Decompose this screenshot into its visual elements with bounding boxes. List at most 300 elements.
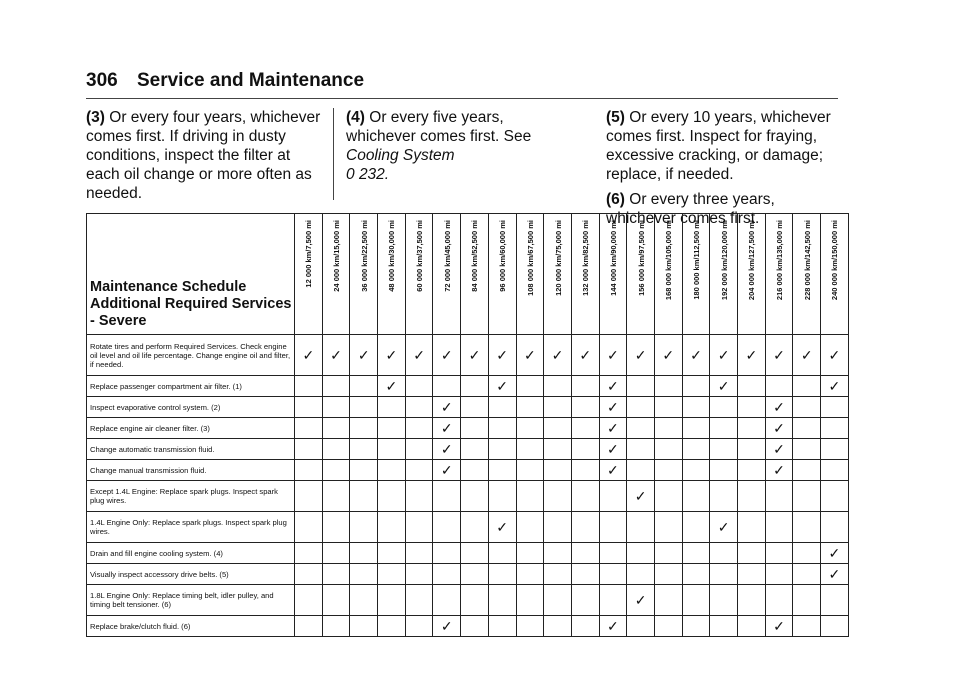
check-cell <box>488 543 516 564</box>
check-cell <box>821 564 849 585</box>
checkmark-icon: ✓ <box>385 347 398 363</box>
check-cell <box>350 585 378 616</box>
check-cell <box>378 418 406 439</box>
check-cell <box>571 335 599 376</box>
service-description: Inspect evaporative control system. (2) <box>87 397 295 418</box>
check-cell <box>765 439 793 460</box>
check-cell <box>295 616 323 637</box>
interval-header <box>378 214 406 335</box>
check-cell <box>378 616 406 637</box>
interval-label: 228 000 km/142,500 mi <box>802 220 812 301</box>
check-cell <box>738 585 766 616</box>
check-cell <box>322 616 350 637</box>
interval-header <box>405 214 433 335</box>
check-cell <box>322 585 350 616</box>
check-cell <box>295 543 323 564</box>
interval-label: 48 000 km/30,000 mi <box>387 220 397 292</box>
check-cell <box>738 397 766 418</box>
checkmark-icon: ✓ <box>828 347 841 363</box>
checkmark-icon: ✓ <box>607 399 619 415</box>
check-cell <box>378 512 406 543</box>
check-cell <box>821 397 849 418</box>
table-title: Maintenance Schedule Additional Required Services - Severe <box>87 214 295 335</box>
checkmark-icon: ✓ <box>634 347 647 363</box>
check-cell <box>599 439 627 460</box>
check-cell <box>571 543 599 564</box>
checkmark-icon: ✓ <box>717 519 730 535</box>
footnote-key: (5) <box>606 109 625 126</box>
checkmark-icon: ✓ <box>828 378 841 394</box>
check-cell <box>599 564 627 585</box>
check-cell <box>821 439 849 460</box>
interval-header <box>682 214 710 335</box>
interval-header <box>599 214 627 335</box>
checkmark-icon: ✓ <box>634 488 647 504</box>
cross-reference-page[interactable]: 232. <box>358 166 390 183</box>
check-cell <box>821 418 849 439</box>
check-cell <box>405 512 433 543</box>
check-cell <box>821 543 849 564</box>
checkmark-icon: ✓ <box>440 462 453 478</box>
interval-label: 168 000 km/105,000 mi <box>664 220 674 301</box>
check-cell <box>738 543 766 564</box>
footnote-text: Or every five years, whichever comes first. See <box>346 109 532 145</box>
check-cell <box>433 439 461 460</box>
interval-label: 36 000 km/22,500 mi <box>359 220 369 292</box>
check-cell <box>461 512 489 543</box>
check-cell <box>433 460 461 481</box>
check-cell <box>710 481 738 512</box>
check-cell <box>682 512 710 543</box>
service-rows <box>87 335 849 637</box>
check-cell <box>821 616 849 637</box>
check-cell <box>627 376 655 397</box>
interval-label: 216 000 km/135,000 mi <box>775 220 785 301</box>
check-cell <box>433 564 461 585</box>
checkmark-icon: ✓ <box>607 441 619 457</box>
check-cell <box>765 418 793 439</box>
check-cell <box>350 418 378 439</box>
check-cell <box>821 512 849 543</box>
interval-label: 108 000 km/67,500 mi <box>525 220 535 296</box>
interval-header-row <box>87 214 849 335</box>
check-cell <box>488 376 516 397</box>
check-cell <box>378 564 406 585</box>
maintenance-schedule-table <box>86 213 849 637</box>
check-cell <box>488 439 516 460</box>
check-cell <box>544 512 572 543</box>
interval-header <box>488 214 516 335</box>
check-cell <box>710 418 738 439</box>
check-cell <box>738 512 766 543</box>
checkmark-icon: ✓ <box>440 347 453 363</box>
check-cell <box>378 376 406 397</box>
check-cell <box>627 397 655 418</box>
check-cell <box>544 418 572 439</box>
interval-label: 204 000 km/127,500 mi <box>747 220 757 301</box>
check-cell <box>544 397 572 418</box>
check-cell <box>738 418 766 439</box>
check-cell <box>627 585 655 616</box>
check-cell <box>433 585 461 616</box>
checkmark-icon: ✓ <box>634 592 647 608</box>
checkmark-icon: ✓ <box>579 347 592 363</box>
check-cell <box>405 439 433 460</box>
service-description: Except 1.4L Engine: Replace spark plugs. Inspect spark plug wires. <box>87 481 295 512</box>
check-cell <box>793 460 821 481</box>
interval-label: 192 000 km/120,000 mi <box>719 220 729 301</box>
check-cell <box>322 439 350 460</box>
interval-header <box>516 214 544 335</box>
check-cell <box>405 616 433 637</box>
check-cell <box>433 543 461 564</box>
checkmark-icon: ✓ <box>440 399 453 415</box>
check-cell <box>516 439 544 460</box>
checkmark-icon: ✓ <box>717 347 730 363</box>
check-cell <box>295 439 323 460</box>
interval-header <box>627 214 655 335</box>
check-cell <box>322 460 350 481</box>
checkmark-icon: ✓ <box>773 618 785 634</box>
table-row <box>87 616 849 637</box>
checkmark-icon: ✓ <box>440 618 453 634</box>
check-cell <box>765 481 793 512</box>
interval-label: 24 000 km/15,000 mi <box>332 220 342 292</box>
interval-header <box>571 214 599 335</box>
check-cell <box>433 418 461 439</box>
check-cell <box>627 543 655 564</box>
check-cell <box>599 481 627 512</box>
check-cell <box>516 460 544 481</box>
checkmark-icon: ✓ <box>496 347 509 363</box>
check-cell <box>710 543 738 564</box>
interval-label: 132 000 km/82,500 mi <box>581 220 591 296</box>
check-cell <box>544 543 572 564</box>
interval-header <box>793 214 821 335</box>
check-cell <box>544 335 572 376</box>
checkmark-icon: ✓ <box>773 462 785 478</box>
cross-reference-link[interactable]: Cooling System <box>346 147 455 164</box>
check-cell <box>765 376 793 397</box>
interval-header <box>821 214 849 335</box>
check-cell <box>544 481 572 512</box>
check-cell <box>322 512 350 543</box>
check-cell <box>765 512 793 543</box>
footnote-3 <box>86 108 321 203</box>
check-cell <box>378 585 406 616</box>
checkmark-icon: ✓ <box>773 399 785 415</box>
check-cell <box>738 335 766 376</box>
checkmark-icon: ✓ <box>828 545 841 561</box>
interval-label: 180 000 km/112,500 mi <box>691 220 701 300</box>
checkmark-icon: ✓ <box>607 420 619 436</box>
check-cell <box>571 460 599 481</box>
check-cell <box>488 512 516 543</box>
check-cell <box>295 335 323 376</box>
check-cell <box>682 616 710 637</box>
check-cell <box>682 376 710 397</box>
check-cell <box>350 439 378 460</box>
check-cell <box>599 585 627 616</box>
check-cell <box>350 564 378 585</box>
table-row <box>87 543 849 564</box>
check-cell <box>488 616 516 637</box>
footnote-key: (6) <box>606 191 625 208</box>
check-cell <box>378 460 406 481</box>
checkmark-icon: ✓ <box>357 347 370 363</box>
check-cell <box>793 585 821 616</box>
check-cell <box>433 481 461 512</box>
table-row <box>87 564 849 585</box>
check-cell <box>516 397 544 418</box>
check-cell <box>710 616 738 637</box>
check-cell <box>765 585 793 616</box>
check-cell <box>571 585 599 616</box>
service-description: 1.8L Engine Only: Replace timing belt, idler pulley, and timing belt tensioner. (6) <box>87 585 295 616</box>
check-cell <box>765 616 793 637</box>
check-cell <box>654 460 682 481</box>
check-cell <box>433 512 461 543</box>
check-cell <box>682 335 710 376</box>
check-cell <box>793 335 821 376</box>
check-cell <box>765 335 793 376</box>
service-description: Change manual transmission fluid. <box>87 460 295 481</box>
check-cell <box>350 543 378 564</box>
check-cell <box>295 376 323 397</box>
footnote-text: Or every 10 years, whichever comes first. Inspect for fraying, excessive cracking, or damage; replace, if needed. <box>606 109 831 183</box>
check-cell <box>571 397 599 418</box>
interval-header <box>738 214 766 335</box>
check-cell <box>571 512 599 543</box>
check-cell <box>544 376 572 397</box>
check-cell <box>627 616 655 637</box>
interval-label: 72 000 km/45,000 mi <box>442 220 452 292</box>
check-cell <box>682 481 710 512</box>
check-cell <box>682 460 710 481</box>
check-cell <box>793 564 821 585</box>
table-row <box>87 585 849 616</box>
check-cell <box>710 460 738 481</box>
check-cell <box>488 585 516 616</box>
interval-label: 96 000 km/60,000 mi <box>498 220 508 292</box>
check-cell <box>322 376 350 397</box>
interval-label: 156 000 km/97,500 mi <box>636 220 646 296</box>
check-cell <box>516 564 544 585</box>
interval-header <box>654 214 682 335</box>
checkmark-icon: ✓ <box>607 347 619 363</box>
table-row <box>87 481 849 512</box>
check-cell <box>571 616 599 637</box>
check-cell <box>461 460 489 481</box>
check-cell <box>295 418 323 439</box>
service-description: Drain and fill engine cooling system. (4) <box>87 543 295 564</box>
checkmark-icon: ✓ <box>468 347 481 363</box>
check-cell <box>516 543 544 564</box>
check-cell <box>488 335 516 376</box>
check-cell <box>627 439 655 460</box>
interval-label: 12 000 km/7,500 mi <box>304 220 314 288</box>
check-cell <box>793 616 821 637</box>
interval-header <box>433 214 461 335</box>
footnote-text: Or every three years, whichever comes first. <box>606 191 775 227</box>
check-cell <box>405 564 433 585</box>
check-cell <box>295 564 323 585</box>
checkmark-icon: ✓ <box>496 519 509 535</box>
check-cell <box>405 543 433 564</box>
check-cell <box>793 543 821 564</box>
table-row <box>87 397 849 418</box>
checkmark-icon: ✓ <box>302 347 315 363</box>
table-row <box>87 439 849 460</box>
check-cell <box>350 512 378 543</box>
header-rule <box>86 98 838 99</box>
check-cell <box>405 397 433 418</box>
check-cell <box>405 481 433 512</box>
check-cell <box>654 376 682 397</box>
check-cell <box>461 335 489 376</box>
interval-header <box>765 214 793 335</box>
checkmark-icon: ✓ <box>745 347 758 363</box>
check-cell <box>322 481 350 512</box>
service-description: Visually inspect accessory drive belts. (5) <box>87 564 295 585</box>
checkmark-icon: ✓ <box>551 347 564 363</box>
checkmark-icon: ✓ <box>828 566 841 582</box>
check-cell <box>516 376 544 397</box>
check-cell <box>544 616 572 637</box>
table-row <box>87 376 849 397</box>
check-cell <box>350 335 378 376</box>
check-cell <box>322 397 350 418</box>
interval-label: 144 000 km/90,000 mi <box>608 220 618 296</box>
check-cell <box>350 616 378 637</box>
check-cell <box>461 439 489 460</box>
check-cell <box>599 335 627 376</box>
check-cell <box>682 564 710 585</box>
check-cell <box>599 543 627 564</box>
check-cell <box>738 481 766 512</box>
check-cell <box>516 585 544 616</box>
check-cell <box>571 439 599 460</box>
checkmark-icon: ✓ <box>523 347 536 363</box>
check-cell <box>654 418 682 439</box>
check-cell <box>571 376 599 397</box>
check-cell <box>654 585 682 616</box>
check-cell <box>599 616 627 637</box>
check-cell <box>488 460 516 481</box>
check-cell <box>295 481 323 512</box>
check-cell <box>793 376 821 397</box>
checkmark-icon: ✓ <box>662 347 675 363</box>
check-cell <box>599 397 627 418</box>
interval-label: 240 000 km/150,000 mi <box>830 220 840 301</box>
check-cell <box>544 585 572 616</box>
check-cell <box>571 418 599 439</box>
page-number: 306 <box>86 70 118 91</box>
check-cell <box>821 585 849 616</box>
checkmark-icon: ✓ <box>496 378 509 394</box>
check-cell <box>405 460 433 481</box>
check-cell <box>710 335 738 376</box>
checkmark-icon: ✓ <box>800 347 813 363</box>
check-cell <box>821 335 849 376</box>
check-cell <box>765 460 793 481</box>
check-cell <box>793 512 821 543</box>
check-cell <box>738 376 766 397</box>
check-cell <box>710 512 738 543</box>
checkmark-icon: ✓ <box>607 462 619 478</box>
check-cell <box>627 512 655 543</box>
checkmark-icon: ✓ <box>607 618 619 634</box>
check-cell <box>516 481 544 512</box>
check-cell <box>378 335 406 376</box>
checkmark-icon: ✓ <box>440 441 453 457</box>
checkmark-icon: ✓ <box>607 378 619 394</box>
check-cell <box>405 335 433 376</box>
check-cell <box>738 564 766 585</box>
service-description: Replace passenger compartment air filter. (1) <box>87 376 295 397</box>
checkmark-icon: ✓ <box>773 441 785 457</box>
checkmark-icon: ✓ <box>773 347 785 363</box>
check-cell <box>682 585 710 616</box>
check-cell <box>627 481 655 512</box>
check-cell <box>599 376 627 397</box>
service-description: Replace brake/clutch fluid. (6) <box>87 616 295 637</box>
check-cell <box>322 543 350 564</box>
check-cell <box>599 460 627 481</box>
check-cell <box>433 616 461 637</box>
check-cell <box>765 564 793 585</box>
check-cell <box>654 616 682 637</box>
page-ref-icon: 0 <box>346 166 359 183</box>
checkmark-icon: ✓ <box>773 420 785 436</box>
check-cell <box>682 439 710 460</box>
check-cell <box>571 564 599 585</box>
check-cell <box>627 564 655 585</box>
footnote-4 <box>346 108 576 184</box>
interval-label: 60 000 km/37,500 mi <box>415 220 425 292</box>
checkmark-icon: ✓ <box>717 378 730 394</box>
check-cell <box>378 481 406 512</box>
check-cell <box>461 543 489 564</box>
interval-label: 84 000 km/52,500 mi <box>470 220 480 292</box>
check-cell <box>295 397 323 418</box>
check-cell <box>710 564 738 585</box>
check-cell <box>654 335 682 376</box>
check-cell <box>350 397 378 418</box>
check-cell <box>765 397 793 418</box>
checkmark-icon: ✓ <box>440 420 453 436</box>
page-header <box>86 70 364 92</box>
check-cell <box>544 564 572 585</box>
check-cell <box>599 418 627 439</box>
check-cell <box>322 335 350 376</box>
footnote-key: (4) <box>346 109 365 126</box>
check-cell <box>682 397 710 418</box>
checkmark-icon: ✓ <box>330 347 342 363</box>
check-cell <box>821 460 849 481</box>
column-rule <box>333 108 334 200</box>
check-cell <box>378 543 406 564</box>
check-cell <box>295 512 323 543</box>
check-cell <box>516 512 544 543</box>
check-cell <box>295 585 323 616</box>
table-row <box>87 418 849 439</box>
check-cell <box>654 512 682 543</box>
check-cell <box>295 460 323 481</box>
check-cell <box>350 376 378 397</box>
check-cell <box>350 460 378 481</box>
interval-header <box>295 214 323 335</box>
